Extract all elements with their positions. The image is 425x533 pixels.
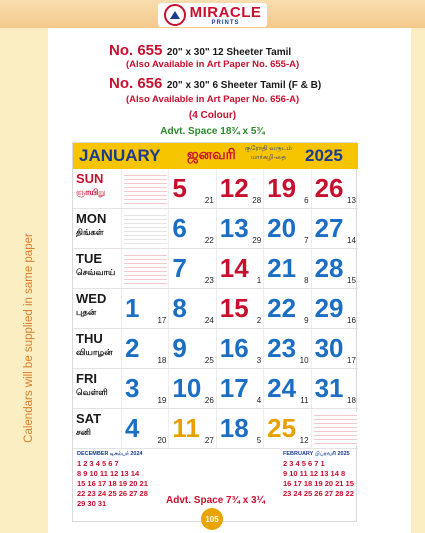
tamil-date-number: 22 (204, 236, 214, 245)
miracle-logo-icon (164, 4, 186, 26)
date-cell (168, 169, 215, 208)
tamil-date-number: 17 (157, 316, 167, 325)
date-cell (168, 209, 215, 248)
mini-week-row: 22 23 24 25 26 27 28 (77, 489, 148, 498)
spec-656-desc: 20" x 30" 6 Sheeter Tamil (F & B) (166, 80, 322, 91)
tamil-date-number: 13 (347, 196, 356, 205)
tamil-date-number: 18 (347, 396, 356, 405)
week-row (121, 409, 358, 449)
date-number: 10 (172, 373, 202, 403)
spec-655-number: No. 655 (109, 42, 163, 59)
date-cell (121, 409, 168, 448)
tamil-date-number: 26 (204, 396, 214, 405)
tamil-date-number: 9 (304, 316, 309, 325)
tamil-date-number: 11 (300, 396, 309, 405)
date-number: 20 (267, 213, 297, 243)
date-number: 28 (314, 253, 344, 283)
page-number: 105 (201, 508, 223, 530)
week-row (121, 249, 358, 289)
date-number: 11 (172, 413, 200, 443)
mini-december-head: DECEMBER டிசம்பர் 2024 (77, 451, 143, 457)
week-row (121, 369, 358, 409)
festival-note-cell (311, 409, 358, 448)
advt-space-top: Advt. Space 18¾ x 5¾ (160, 126, 265, 137)
tamil-date-number: 14 (347, 236, 356, 245)
side-note: Calendars will be supplied in same paper (23, 233, 35, 443)
tamil-date-number: 29 (252, 236, 262, 245)
weekday-tamil: ஞாயிறு (76, 187, 106, 197)
festival-note-cell (121, 169, 168, 208)
date-number: 25 (267, 413, 297, 443)
weekday-tamil: திங்கள் (76, 227, 104, 237)
mini-week-row: 23 24 25 26 27 28 22 (283, 489, 354, 498)
weekday-english: SAT (76, 411, 102, 426)
date-cell (168, 369, 215, 408)
date-cell (216, 289, 263, 328)
month-tamil: ஜனவரி (187, 146, 236, 162)
spec-656-sub: (Also Available in Art Paper No. 656-A) (126, 94, 300, 105)
date-cell (168, 289, 215, 328)
tamil-date-number: 28 (252, 196, 262, 205)
tamil-date-number: 21 (204, 196, 214, 205)
festival-note-cell (121, 249, 168, 288)
weekday-english: TUE (76, 251, 102, 266)
advt-space-bottom: Advt. Space 7¾ x 3¼ (166, 495, 265, 506)
date-number: 6 (172, 213, 187, 243)
month-english: JANUARY (79, 146, 161, 165)
mini-week-row: 1 2 3 4 5 6 7 (77, 459, 119, 468)
date-cell (311, 289, 358, 328)
date-cell (311, 209, 358, 248)
festival-text-block (314, 412, 357, 446)
year: 2025 (305, 146, 343, 165)
weekday-english: THU (76, 331, 103, 346)
date-number: 9 (172, 333, 187, 363)
mini-february-rows (283, 459, 355, 499)
date-number: 29 (314, 293, 344, 323)
mini-calendar-february (283, 451, 355, 499)
date-number: 23 (267, 333, 297, 363)
weekday-tue (73, 249, 121, 289)
date-number: 24 (267, 373, 297, 403)
calendar-sample (72, 142, 357, 522)
date-number: 8 (172, 293, 187, 323)
tamil-date-number: 17 (347, 356, 356, 365)
tamil-date-number: 15 (347, 276, 356, 285)
date-cell (216, 409, 263, 448)
tamil-date-number: 5 (256, 436, 262, 445)
tamil-date-number: 4 (256, 396, 262, 405)
tamil-date-number: 12 (299, 436, 309, 445)
mini-week-row: 29 30 31 (77, 499, 107, 508)
tamil-date-number: 18 (157, 356, 167, 365)
tamil-date-number: 10 (299, 356, 309, 365)
weekday-english: MON (76, 211, 107, 226)
date-cell (263, 369, 310, 408)
logo-box (158, 3, 268, 27)
tamil-date-number: 8 (304, 276, 309, 285)
weekday-tamil: செவ்வாய் (76, 267, 116, 277)
mini-week-row: 9 10 11 12 13 14 8 (283, 469, 346, 478)
date-cell (216, 249, 263, 288)
date-number: 30 (314, 333, 344, 363)
date-number: 15 (219, 293, 249, 323)
spec-655 (109, 42, 291, 60)
weekday-tamil: புதன் (76, 307, 97, 317)
date-cell (311, 369, 358, 408)
date-number: 16 (219, 333, 249, 363)
date-cell (263, 409, 310, 448)
date-number: 4 (125, 413, 140, 443)
tamil-date-number: 7 (304, 236, 309, 245)
weekday-tamil: வெள்ளி (76, 387, 108, 397)
calendar-header (73, 143, 358, 169)
date-number: 1 (125, 293, 140, 323)
tamil-year-info (245, 145, 292, 163)
weekday-sat (73, 409, 121, 449)
tamil-date-number: 24 (204, 316, 214, 325)
tamil-date-number: 2 (256, 316, 262, 325)
mini-week-row: 16 17 18 19 20 21 15 (283, 479, 354, 488)
weekday-tamil: சனி (76, 427, 91, 437)
tamil-date-number: 16 (347, 316, 356, 325)
date-cell (311, 329, 358, 368)
brand-logo (0, 3, 425, 27)
date-number: 21 (267, 253, 297, 283)
date-number: 5 (172, 173, 187, 203)
weekday-english: WED (76, 291, 107, 306)
tamil-date-number: 23 (204, 276, 214, 285)
spec-656 (109, 75, 321, 93)
date-cell (216, 209, 263, 248)
date-cell (216, 369, 263, 408)
date-number: 27 (314, 213, 344, 243)
weekday-column (73, 169, 121, 449)
festival-text-block (124, 212, 167, 246)
date-cell (121, 329, 168, 368)
date-number: 18 (219, 413, 249, 443)
weekday-english: FRI (76, 371, 97, 386)
date-cell (311, 249, 358, 288)
weekday-tamil: வியாழன் (76, 347, 113, 357)
date-number: 3 (125, 373, 140, 403)
spec-655-sub: (Also Available in Art Paper No. 655-A) (126, 59, 300, 70)
date-cell (121, 289, 168, 328)
week-row (121, 289, 358, 329)
date-number: 13 (219, 213, 249, 243)
date-number: 14 (219, 253, 249, 283)
tamil-date-number: 20 (157, 436, 167, 445)
date-cell (263, 329, 310, 368)
date-cell (168, 249, 215, 288)
mini-calendar-december (77, 451, 149, 509)
festival-text-block (124, 252, 167, 286)
tamil-month-line: மார்கழி-தை (250, 153, 287, 161)
mini-week-row: 15 16 17 18 19 20 21 (77, 479, 148, 488)
weekday-mon (73, 209, 121, 249)
date-cell (168, 329, 215, 368)
tamil-date-number: 3 (256, 356, 262, 365)
spec-656-number: No. 656 (109, 75, 163, 92)
weekday-fri (73, 369, 121, 409)
mini-december-rows (77, 459, 149, 509)
logo-text (190, 5, 262, 26)
colour-note: (4 Colour) (188, 110, 237, 121)
brand-sub: PRINTS (211, 19, 240, 26)
tamil-date-number: 19 (157, 396, 167, 405)
date-number: 12 (219, 173, 249, 203)
festival-text-block (124, 172, 167, 206)
tamil-date-number: 1 (256, 276, 262, 285)
date-cell (311, 169, 358, 208)
date-cell (216, 329, 263, 368)
weekday-wed (73, 289, 121, 329)
date-cell (263, 249, 310, 288)
date-number: 26 (314, 173, 344, 203)
week-row (121, 169, 358, 209)
date-number: 31 (314, 373, 344, 403)
date-cell (121, 369, 168, 408)
mini-week-row: 2 3 4 5 6 7 1 (283, 459, 325, 468)
week-row (121, 329, 358, 369)
date-grid (121, 169, 358, 449)
mini-week-row: 8 9 10 11 12 13 14 (77, 469, 140, 478)
weekday-sun (73, 169, 121, 209)
date-cell (263, 289, 310, 328)
date-cell (263, 209, 310, 248)
tamil-date-number: 25 (204, 356, 214, 365)
weekday-thu (73, 329, 121, 369)
weekday-english: SUN (76, 171, 104, 186)
tamil-date-number: 27 (204, 436, 214, 445)
tamil-date-number: 6 (304, 196, 309, 205)
date-cell (263, 169, 310, 208)
tamil-year-line: குரோதி வருடம் (245, 145, 292, 152)
week-row (121, 209, 358, 249)
mini-february-head: FEBRUARY பிப்ரவரி 2025 (283, 451, 350, 457)
date-number: 7 (172, 253, 187, 283)
festival-note-cell (121, 209, 168, 248)
date-number: 22 (267, 293, 297, 323)
date-cell (216, 169, 263, 208)
date-number: 17 (219, 373, 249, 403)
date-number: 2 (125, 333, 140, 363)
date-cell (168, 409, 215, 448)
brand-name: MIRACLE (189, 3, 262, 21)
spec-655-desc: 20" x 30" 12 Sheeter Tamil (166, 47, 292, 58)
date-number: 19 (267, 173, 297, 203)
